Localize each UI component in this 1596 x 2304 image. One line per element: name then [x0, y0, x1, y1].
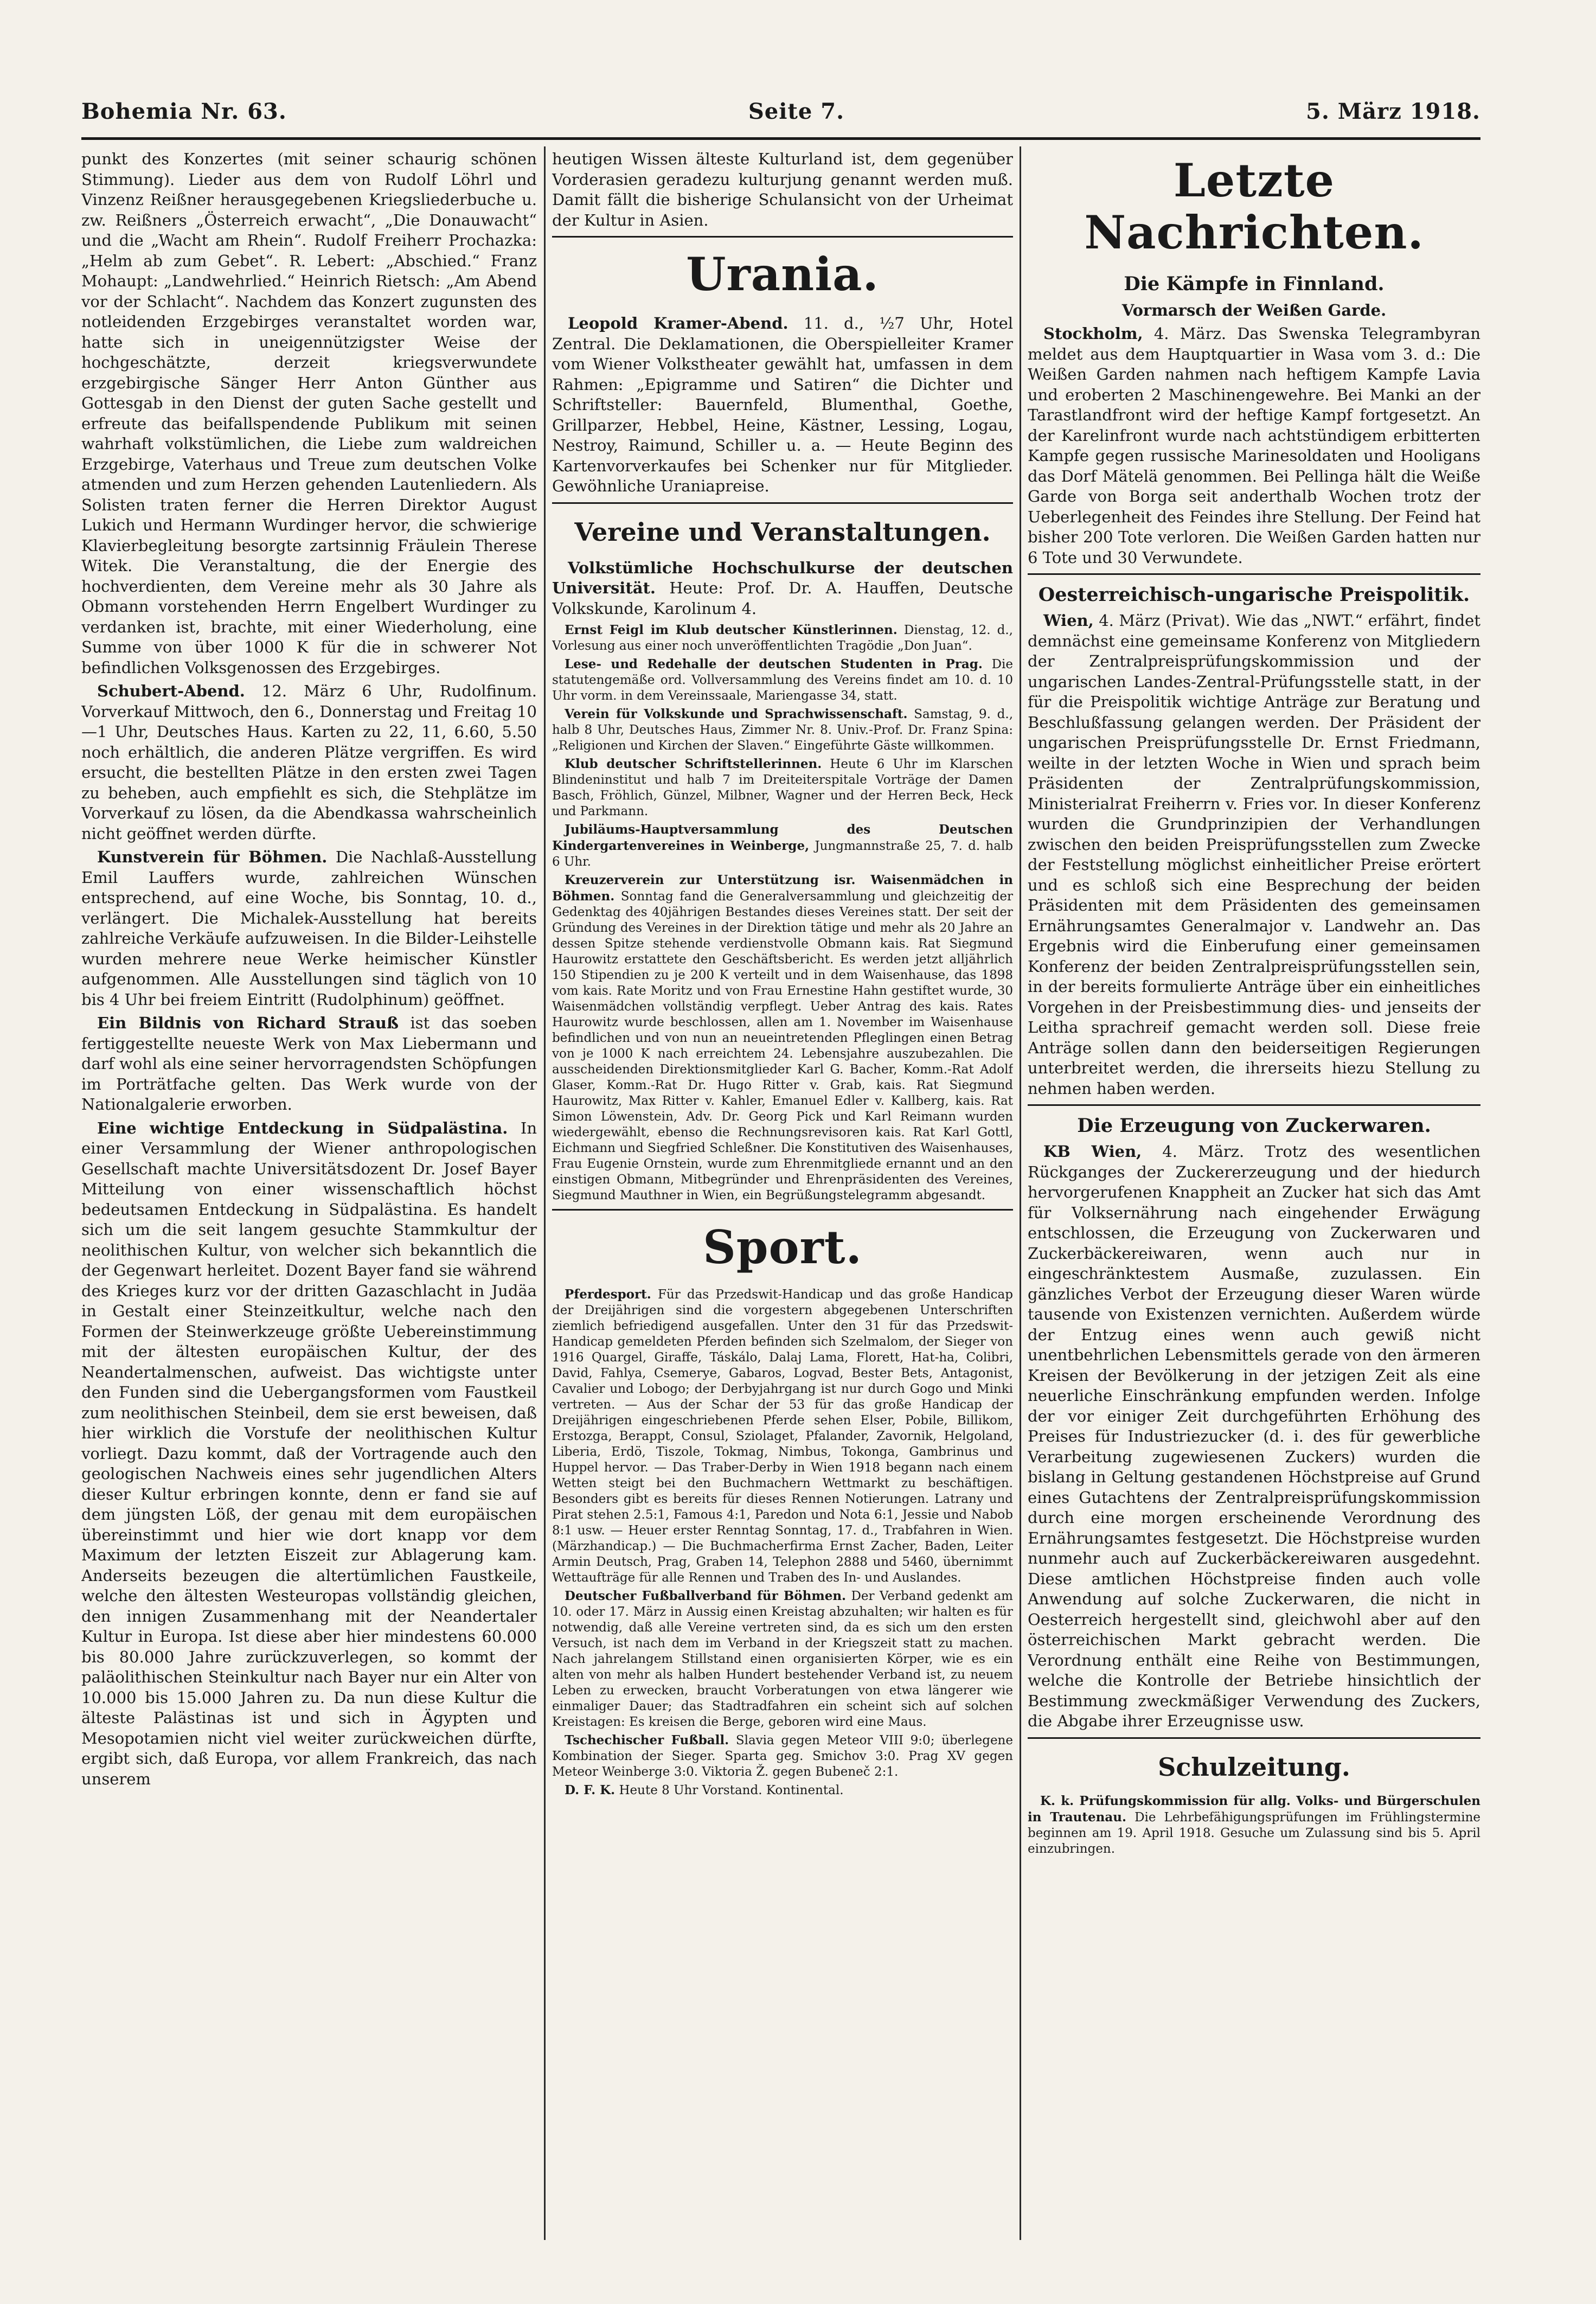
notice-hochschulkurse — [552, 558, 1013, 619]
page-header — [81, 95, 1480, 127]
article-body: Jungmannstraße 25, 7. d. halb 6 Uhr. — [552, 839, 1013, 869]
article-body: In einer Versammlung der Wiener anthropologischen Gesellschaft machte Universitätsdozent Dr. Josef Bayer Mitteilung von einer wissenschaftlich höchst bedeutsamen Entdeckung in Südpalästina. Es handelt sich um die seit langem gesuchte Stammkultur der neolithischen Kultur, von welcher sich bekanntlich die der Gegenwart herleitet. Dozent Bayer fand sie während des Krieges kurz vor der dritten Gazaschlacht in Judäa in Gestalt einer Steinzeitkultur, welche nach den Formen der Steinwerkzeuge größte Uebereinstimmung mit der ältesten europäischen Kultur, der des Neandertalmenschen, aufweist. Das wichtigste unter den Funden sind die Uebergangsformen vom Faustkeil zum neolithischen Steinbeil, dem sie erst beweisen, daß hier wirklich die Vorstufe der neolithischen Kultur vorliegt. Dazu kommt, daß der Vortragende auch den geologischen Nachweis eines sehr jugendlichen Alters dieser Kultur erbringen konnte, denn er fand sie auf dem jüngsten Löß, der genau mit dem europäischen übereinstimmt und hier wie dort knapp vor dem Maximum der letzten Eiszeit zur Ablagerung kam. Anderseits bezeugen die altertümlichen Faustkeile, welche den ältesten Westeuropas vollständig gleichen, den innigen Zusammenhang mit der Neandertaler Kultur in Europa. Ist diese aber hier mindestens 60.000 bis 80.000 Jahre zurückzuverlegen, so kommt der paläolithischen Steinkultur nach Bayer nur ein Alter von 10.000 bis 15.000 Jahren zu. Da nun diese Kultur die älteste Palästinas ist und sich in Ägypten und Mesopotamien nicht viel weiter zurückweichen dürfte, ergibt sich, daß Europa, vor allem Frankreich, das nach unserem — [81, 1118, 537, 1788]
article-lead: KB Wien, — [1043, 1142, 1142, 1161]
article-lead: Kreuzerverein zur Unterstützung isr. Waisenmädchen in Böhmen. — [552, 873, 1013, 904]
article-body: 12. März 6 Uhr, Rudolfinum. Vorverkauf Mittwoch, den 6., Donnerstag und Freitag 10—1 Uhr, Deutsches Haus. Karten zu 22, 11, 6.60, 5.50 noch erhältlich, die anderen Plätze vergriffen. Es wird ersucht, die bestellten Plätze in den ersten zwei Tagen zu beheben, auch empfiehlt es sich, die Stehplätze im Vorverkauf zu lösen, da die Abendkassa wahrscheinlich nicht geöffnet werden dürfte. — [81, 682, 537, 843]
article-body: Heute: Prof. Dr. A. Hauffen, Deutsche Volkskunde, Karolinum 4. — [552, 579, 1013, 618]
notice-dfk — [552, 1782, 1013, 1799]
article-body: Slavia gegen Meteor VIII 9:0; überlegene Kombination der Sieger. Sparta geg. Smichov 3:0. Prag XV gegen Meteor Weinberge 3:0. Viktoria Ž. gegen Bubeneč 2:1. — [552, 1733, 1013, 1779]
notice-volkskunde — [552, 706, 1013, 754]
notice-lesehalle — [552, 656, 1013, 704]
section-rule — [552, 502, 1013, 504]
section-rule — [1028, 1737, 1480, 1739]
article-continued: heutigen Wissen älteste Kulturland ist, dem gegenüber Vorderasien geradezu kulturjung genannt werden muß. Damit fällt die bisherige Schulansicht von der Urheimat der Kultur in Asien. — [552, 150, 1013, 229]
article-zuckerwaren — [1028, 1142, 1480, 1732]
subheadline-finnland: Vormarsch der Weißen Garde. — [1121, 301, 1387, 319]
article-kramer — [552, 313, 1013, 497]
article-lead: Volkstümliche Hochschulkurse der deutschen Universität. — [552, 558, 1013, 597]
article-lead: Tschechischer Fußball. — [565, 1733, 729, 1748]
column-divider-1 — [544, 146, 546, 2240]
article-strauss — [81, 1013, 537, 1115]
article-body: Heute 6 Uhr im Klarschen Blindeninstitut und halb 7 im Dreiteiterspitale Vorträge der Damen Basch, Fröhlich, Günzel, Milbner, Wagner und der Herren Beck, Heck und Parkmann. — [552, 757, 1013, 818]
section-title-vereine: Vereine und Veranstaltungen. — [574, 517, 991, 547]
article-kunstverein — [81, 847, 537, 1010]
article-schubert — [81, 681, 537, 844]
issue-date: 5. März 1918. — [1306, 98, 1480, 124]
article-suedpalaestina — [81, 1118, 537, 1790]
section-title-schulzeitung: Schulzeitung. — [1158, 1752, 1350, 1782]
notice-fussballverband — [552, 1588, 1013, 1730]
notice-kreuzerverein — [552, 872, 1013, 1204]
article-lead: Verein für Volkskunde und Sprachwissenschaft. — [565, 707, 908, 721]
article-body: Der Verband gedenkt am 10. oder 17. März in Aussig einen Kreistag abzuhalten; wir halten es für notwendig, daß alle Vereine vertreten sind, da es sich um den ersten Versuch, ist nach dem im Verband in der Kriegszeit statt zu machen. Nach jahrelangem Stillstand einen organisierten Körper, wie es ein alten von mehr als halben Hundert bestehender Verband ist, zu neuem Leben zu erwecken, braucht Vorberatungen von etwa längerer wie einmaliger Dauer; das Stadtradfahren ein scheint sich auf solchen Kreistagen: Es kreisen die Berge, geboren wird eine Maus. — [552, 1589, 1013, 1729]
article-body: Für das Przedswit-Handicap und das große Handicap der Dreijährigen sind die vorgestern abgegebenen Unterschriften ziemlich befriedigend ausgefallen. Unter den 31 für das Przedswit-Handicap gemeldeten Pferden befinden sich Szelmalom, der Sieger von 1916 Quargel, Giraffe, Táskálo, Dalaj Lama, Florett, Hat-ha, Colibri, David, Fahlya, Csemerye, Gabaros, Logvad, Bester Bets, Antagonist, Cavalier und Lobogo; der Derbyjahrgang ist nur durch Gogo und Minki vertreten. — Aus der Schar der 53 für das große Handicap der Dreijährigen eingeschriebenen Pferde sehen Elser, Pobile, Billikom, Erstozga, Berappt, Consul, Sziolaget, Pfalander, Zavornik, Helgoland, Liberia, Erdö, Tiszole, Tokmag, Nimbus, Tokonga, Gambrinus und Huppel hervor. — Das Traber-Derby in Wien 1918 begann nach einem Wetten steigt bei den Buchmachern Wettmarkt zu beschäftigen. Besonders gibt es bereits für dieses Rennen Notierungen. Latrany und Pirat stehen 2.5:1, Famous 4:1, Paredon und Nota 6:1, Jessie und Nabob 8:1 usw. — Heuer erster Renntag Sonntag, 17. d., Trabfahren in Wien. (Märzhandicap.) — Die Buchmacherfirma Ernst Zacher, Baden, Leiter Armin Deutsch, Prag, Graben 14, Telephon 2888 und 5460, übernimmt Wettaufträge für alle Rennen und Traben des In- und Auslandes. — [552, 1288, 1013, 1585]
article-lead: Leopold Kramer-Abend. — [568, 314, 789, 332]
article-lead: Schubert-Abend. — [97, 682, 245, 700]
section-rule — [552, 1209, 1013, 1211]
article-body: 4. März. Das Swenska Telegrambyran meldet aus dem Hauptquartier in Wasa vom 3. d.: Die Weißen Garden nahmen nach heftigem Kampfe Lavia und eroberten 2 Maschinengewehre. Bei Manki an der Tarastlandfront wird der heftige Kampf fortgesetzt. An der Karelinfront wurde nach achtstündigem erbitterten Kampfe gegen russische Marinesoldaten und Hooligans das Dorf Mätelä genommen. Bei Pellinga hält die Weiße Garde von Borga seit anderthalb Wochen trotz der Ueberlegenheit des Feindes ihre Stellung. Der Feind hat bisher 200 Tote verloren. Die Weißen Garden hatten nur 6 Tote und 30 Verwundete. — [1028, 324, 1480, 567]
notice-schriftstellerinnen — [552, 756, 1013, 820]
article-body: Die Lehrbefähigungsprüfungen im Frühlingstermine beginnen am 19. April 1918. Gesuche um Zulassung sind bis 5. April einzubringen. — [1028, 1810, 1480, 1856]
article-body: Dienstag, 12. d., Vorlesung aus einer noch unveröffentlichten Tragödie „Don Juan“. — [552, 623, 1013, 653]
notice-tschech-fussball — [552, 1732, 1013, 1780]
headline-finnland: Die Kämpfe in Finnland. — [1124, 273, 1385, 295]
article-body: 4. März. Trotz des wesentlichen Rückganges der Zuckererzeugung und der hiedurch hervorgerufenen Knappheit an Zucker hat sich das Amt für Volksernährung nach eingehender Erwägung entschlossen, die Erzeugung von Zuckerwaren und Zuckerbäckereiwaren, wenn auch nur in eingeschränktestem Ausmaße, zuzulassen. Ein gänzliches Verbot der Erzeugung dieser Waren würde tausende von Existenzen vernichten. Außerdem würde der Entzug eines wenn auch gewiß nicht unentbehrlichen Lebensmittels gerade von den ärmeren Kreisen der Bevölkerung in der jetzigen Zeit als eine neuerliche Einschränkung empfunden werden. Infolge der vor einiger Zeit durchgeführten Erhöhung des Preises für Industriezucker (d. i. des für gewerbliche Verarbeitung zugewiesenen Zuckers) wurden die bislang in Geltung gestandenen Höchstpreise auf Grund eines Gutachtens der Zentralpreisprüfungskommission durch eine morgen erscheinende Verordnung des Ernährungsamtes festgesetzt. Die Höchstpreise wurden nunmehr auch auf Zuckerbäckereiwaren ausgedehnt. Diese amtlichen Höchstpreise finden auch volle Anwendung auf solche Zuckerwaren, die nicht in Oesterreich hergestellt sind, gleichwohl aber auf den österreichischen Markt gebracht werden. Die Verordnung enthält eine Reihe von Bestimmungen, welche die Kontrolle der Betriebe hinsichtlich der Bestimmung zweckmäßiger Verwendung des Zuckers, die Abgabe ihrer Erzeugnisse usw. — [1028, 1142, 1480, 1730]
article-lead: Ein Bildnis von Richard Strauß — [97, 1014, 399, 1032]
column-3 — [1028, 149, 1480, 2237]
section-rule — [1028, 1104, 1480, 1106]
article-body: Die Nachlaß-Ausstellung Emil Lauffers wurde, zahlreichen Wünschen entsprechend, auf eine Woche, bis Sonntag, 10. d., verlängert. Die Michalek-Ausstellung hat bereits zahlreiche Verkäufe aufzuweisen. In die Bilder-Leihstelle wurden mehrere neue Werke heimischer Künstler aufgenommen. Alle Ausstellungen sind täglich von 10 bis 4 Uhr bei freiem Eintritt (Rudolphinum) geöffnet. — [81, 848, 537, 1009]
article-preispolitik — [1028, 611, 1480, 1099]
article-lead: Jubiläums-Hauptversammlung des Deutschen Kindergartenvereines in Weinberge, — [552, 822, 1013, 853]
article-body: Sonntag fand die Generalversammlung und gleichzeitig der Gedenktag des 40jährigen Bestandes dieses Vereines statt. Der seit der Gründung des Vereines in der Direktion tätige und mehr als 20 Jahre an dessen Spitze stehende verdienstvolle Obmann kais. Rat Siegmund Haurowitz erstattete den Geschäftsbericht. Es werden jetzt alljährlich 150 Stipendien zu je 200 K verteilt und in dem Waisenhause, das 1898 vom kais. Rate Moritz und von Frau Ernestine Hahn gestiftet wurde, 30 Waisenmädchen vollständig verpflegt. Ueber Antrag des kais. Rates Haurowitz wurde beschlossen, allen am 1. November im Waisenhause befindlichen und von nun an neueintretenden Pfleglingen einen Betrag von je 1000 K nach erreichtem 24. Lebensjahre auszubezahlen. Die ausscheidenden Direktionsmitglieder Karl G. Bacher, Komm.-Rat Adolf Glaser, Komm.-Rat Dr. Hugo Ritter v. Grab, kais. Rat Siegmund Haurowitz, Max Ritter v. Kahler, Emanuel Edler v. Kallberg, kais. Rat Simon Löwenstein, Adv. Dr. Georg Pick und Karl Reimann wurden wiedergewählt, ebenso die Rechnungsrevisoren kais. Rat Karl Gottl, Eichmann und Siegfried Schleßner. Die Konstitutiven des Waisenhauses, Frau Eugenie Ornstein, wurde zum Ehrenmitgliede ernannt und an den einstigen Obmann, Mitbegründer und Ehrenpräsidenten des Vereines, Siegmund Mauthner in Wien, ein Begrüßungstelegramm abgesandt. — [552, 889, 1013, 1202]
article-lead: Ernst Feigl im Klub deutscher Künstlerinnen. — [565, 623, 898, 637]
article-lead: D. F. K. — [565, 1783, 616, 1797]
article-body: Die statutengemäße ord. Vollversammlung des Vereins findet am 10. d. 10 Uhr vorm. in dem Vereinssaale, Mariengasse 34, statt. — [552, 657, 1013, 703]
column-2 — [552, 149, 1013, 2237]
article-lead: Wien, — [1043, 611, 1094, 630]
section-title-nachrichten: Letzte Nachrichten. — [1084, 153, 1424, 259]
column-divider-2 — [1020, 146, 1021, 2240]
header-rule — [81, 137, 1480, 140]
article-lead: Eine wichtige Entdeckung in Südpalästina. — [97, 1118, 508, 1137]
section-rule — [1028, 573, 1480, 575]
article-body: Samstag, 9. d., halb 8 Uhr, Deutsches Haus, Zimmer Nr. 8. Univ.-Prof. Dr. Franz Spina: „Religionen und Kirchen der Slaven.“ Eingeführte Gäste willkommen. — [552, 707, 1013, 753]
notice-feigl — [552, 622, 1013, 654]
article-lead: Deutscher Fußballverband für Böhmen. — [565, 1589, 847, 1603]
section-title-sport: Sport. — [703, 1220, 862, 1274]
article-lead: Kunstverein für Böhmen. — [97, 848, 328, 866]
headline-zuckerwaren: Die Erzeugung von Zuckerwaren. — [1077, 1115, 1431, 1137]
article-continued: punkt des Konzertes (mit seiner schaurig schönen Stimmung). Lieder aus dem von Rudolf Löhrl und Vinzenz Reißner herausgegebenen Kriegsliederbuche u. zw. Reißners „Österreich erwacht“, „Die Donauwacht“ und die „Wacht am Rhein“. Rudolf Freiherr Prochazka: „Helm ab zum Gebet“. R. Lebert: „Abschied.“ Franz Mohaupt: „Landwehrlied.“ Heinrich Rietsch: „Am Abend vor der Schlacht“. Nachdem das Konzert zugunsten des notleidenden Erzgebirges veranstaltet worden war, hatte sich in uneigennützigster Weise der hochgeschätzte, derzeit kriegsverwundete erzgebirgische Sänger Herr Anton Günther aus Gottesgab in den Dienst der guten Sache gestellt und erfreute das beifallspendende Publikum mit seinen wahrhaft volkstümlichen, die Liebe zum waldreichen Erzgebirge, Vaterhaus und Treue zum deutschen Volke atmenden und zum Herzen gehenden Lautenliedern. Als Solisten traten ferner die Herren Direktor August Lukich und Hermann Wurdinger hervor, die schwierige Klavierbegleitung besorgte zartsinnig Fräulein Therese Witek. Die Veranstaltung, die der Energie des hochverdienten, dem Vereine mehr als 30 Jahre als Obmann vorstehenden Herrn Engelbert Wurdinger zu verdanken ist, brachte, mit einer Wiederholung, eine Summe von über 1000 K für die in schwerer Not befindlichen Volksgenossen des Erzgebirges. — [81, 150, 537, 677]
article-body: ist das soeben fertiggestellte neueste Werk von Max Liebermann und darf wohl als eine seiner hervorragendsten Schöpfungen im Porträtfache gelten. Das Werk wurde von der Nationalgalerie erworben. — [81, 1014, 537, 1113]
article-lead: Pferdesport. — [565, 1287, 651, 1302]
article-lead: Lese- und Redehalle der deutschen Studenten in Prag. — [565, 657, 983, 671]
column-1 — [81, 149, 537, 2237]
article-body: Heute 8 Uhr Vorstand. Kontinental. — [615, 1783, 844, 1797]
article-body: 4. März (Privat). Wie das „NWT.“ erfährt, findet demnächst eine gemeinsame Konferenz von Mitgliedern der Zentralpreisprüfungskommission und der ungarischen Landes-Zentral-Prüfungsstelle statt, in der für die Preispolitik wichtige Anträge zur Beratung und Beschlußfassung gelangen werden. Der Präsident der ungarischen Preisprüfungsstelle Dr. Ernst Friedmann, weilte in der letzten Woche in Wien und sprach beim Präsidenten der Zentralprüfungskommission, Ministerialrat Freiherrn v. Fries vor. In dieser Konferenz wurden die Grundprinzipien der Verhandlungen zwischen den beiden Preisprüfungsstellen zum Zwecke der Feststellung möglichst einheitlicher Preise erörtert und es schloß sich eine Besprechung der beiden Präsidenten mit dem Präsidenten des gemeinsamen Ernährungsamtes Generalmajor v. Landwehr an. Das Ergebnis wird die Einberufung einer gemeinsamen Konferenz der beiden Zentralpreisprüfungsstellen sein, in der bereits formulierte Anträge über ein einheitliches Vorgehen in der Preisbestimmung dies- und jenseits der Leitha sprachreif gemacht werden soll. Diese freie Anträge sollen dann den beiderseitigen Regierungen unterbreitet werden, die ihrerseits hiezu Stellung zu nehmen haben werden. — [1028, 611, 1480, 1098]
notice-pruefungskommission — [1028, 1793, 1480, 1857]
article-lead: Stockholm, — [1043, 324, 1143, 343]
headline-preispolitik: Oesterreichisch-ungarische Preispolitik. — [1038, 584, 1470, 606]
page-number: Seite 7. — [748, 98, 845, 124]
notice-kindergarten — [552, 822, 1013, 870]
section-title-urania: Urania. — [686, 247, 879, 301]
newspaper-page — [81, 95, 1480, 2243]
article-lead: Klub deutscher Schriftstellerinnen. — [565, 757, 822, 771]
notice-pferdesport — [552, 1287, 1013, 1586]
article-finnland — [1028, 324, 1480, 568]
issue-label: Bohemia Nr. 63. — [81, 98, 287, 124]
article-lead: K. k. Prüfungskommission für allg. Volks- und Bürgerschulen in Trautenau. — [1028, 1793, 1480, 1825]
article-body: 11. d., ½7 Uhr, Hotel Zentral. Die Deklamationen, die Oberspielleiter Kramer vom Wiener Volkstheater gewählt hat, umfassen in dem Rahmen: „Epigramme und Satiren“ die Dichter und Schriftsteller: Bauernfeld, Blumenthal, Goethe, Grillparzer, Hebbel, Heine, Kästner, Lessing, Logau, Nestroy, Raimund, Schiller u. a. — Heute Beginn des Kartenvorverkaufes bei Schenker nur für Mitglieder. Gewöhnliche Uraniapreise. — [552, 314, 1013, 495]
section-rule — [552, 236, 1013, 238]
